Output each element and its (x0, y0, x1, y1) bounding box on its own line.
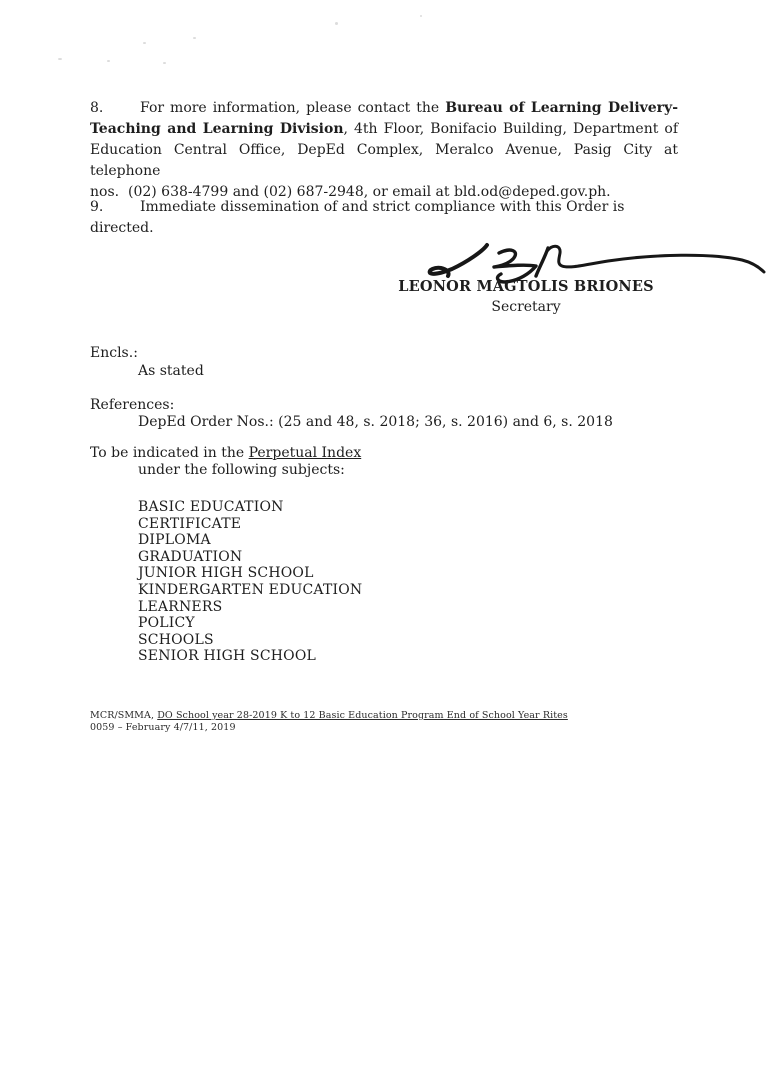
paragraph-8-line-2 (90, 119, 678, 140)
subject-item: GRADUATION (138, 548, 243, 565)
paragraph-8-text: For more information, please contact the (140, 100, 440, 116)
footer-line-2: 0059 – February 4/7/11, 2019 (90, 722, 236, 733)
enclosures-label: Encls.: (90, 345, 138, 361)
paragraph-8-bold-text: Bureau of Learning Delivery- (445, 100, 678, 116)
subject-item: SENIOR HIGH SCHOOL (138, 648, 317, 665)
subject-item: KINDERGARTEN EDUCATION (138, 581, 363, 598)
footer-citation (90, 710, 590, 734)
paragraph-9-number: 9. (90, 199, 104, 215)
paragraph-8-line-4: nos. (02) 638-4799 and (02) 687-2948, or email at bld.od@deped.gov.ph. (90, 184, 611, 200)
subject-item: DIPLOMA (138, 532, 211, 549)
paragraph-8-line-3: Education Central Office, DepEd Complex, Meralco Avenue, Pasig City at telephone (90, 142, 678, 179)
scan-speck (193, 37, 196, 39)
subject-item: LEARNERS (138, 598, 223, 615)
scan-speck (420, 15, 422, 17)
scan-speck (58, 58, 62, 60)
references-value: DepEd Order Nos.: (25 and 48, s. 2018; 36, s. 2016) and 6, s. 2018 (138, 414, 613, 430)
paragraph-9-text: Immediate dissemination of and strict compliance with this Order is directed. (90, 199, 625, 236)
subject-item: JUNIOR HIGH SCHOOL (138, 565, 314, 582)
subject-item: CERTIFICATE (138, 515, 242, 532)
paragraph-8-number: 8. (90, 100, 104, 116)
paragraph-8-line-1 (90, 98, 678, 119)
enclosures-value: As stated (138, 363, 204, 379)
signatory-title: Secretary (491, 299, 561, 315)
scan-speck (107, 60, 110, 62)
footer-line-1 (90, 710, 590, 722)
footer-do-reference: DO School year 28-2019 K to 12 Basic Education Program End of School Year Rites (157, 710, 568, 721)
subject-item: POLICY (138, 615, 195, 632)
signatory-name: LEONOR MAGTOLIS BRIONES (398, 278, 654, 295)
paragraph-8 (90, 98, 678, 203)
scan-speck (143, 42, 146, 44)
subjects-list (138, 499, 362, 665)
subject-item: BASIC EDUCATION (138, 499, 284, 515)
subject-item: SCHOOLS (138, 631, 214, 648)
perpetual-index-lead: To be indicated in the (90, 445, 249, 461)
paragraph-8-bold-text: Teaching and Learning Division (90, 121, 344, 137)
perpetual-index-term: Perpetual Index (248, 445, 362, 461)
perpetual-index-sub: under the following subjects: (138, 462, 345, 478)
paragraph-8-text: , 4th Floor, Bonifacio Building, Department of (343, 121, 678, 137)
footer-initials: MCR/SMMA, (90, 710, 158, 721)
scan-speck (163, 62, 166, 64)
paragraph-9 (90, 197, 678, 239)
scan-speck (335, 22, 338, 25)
references-label: References: (90, 397, 175, 413)
